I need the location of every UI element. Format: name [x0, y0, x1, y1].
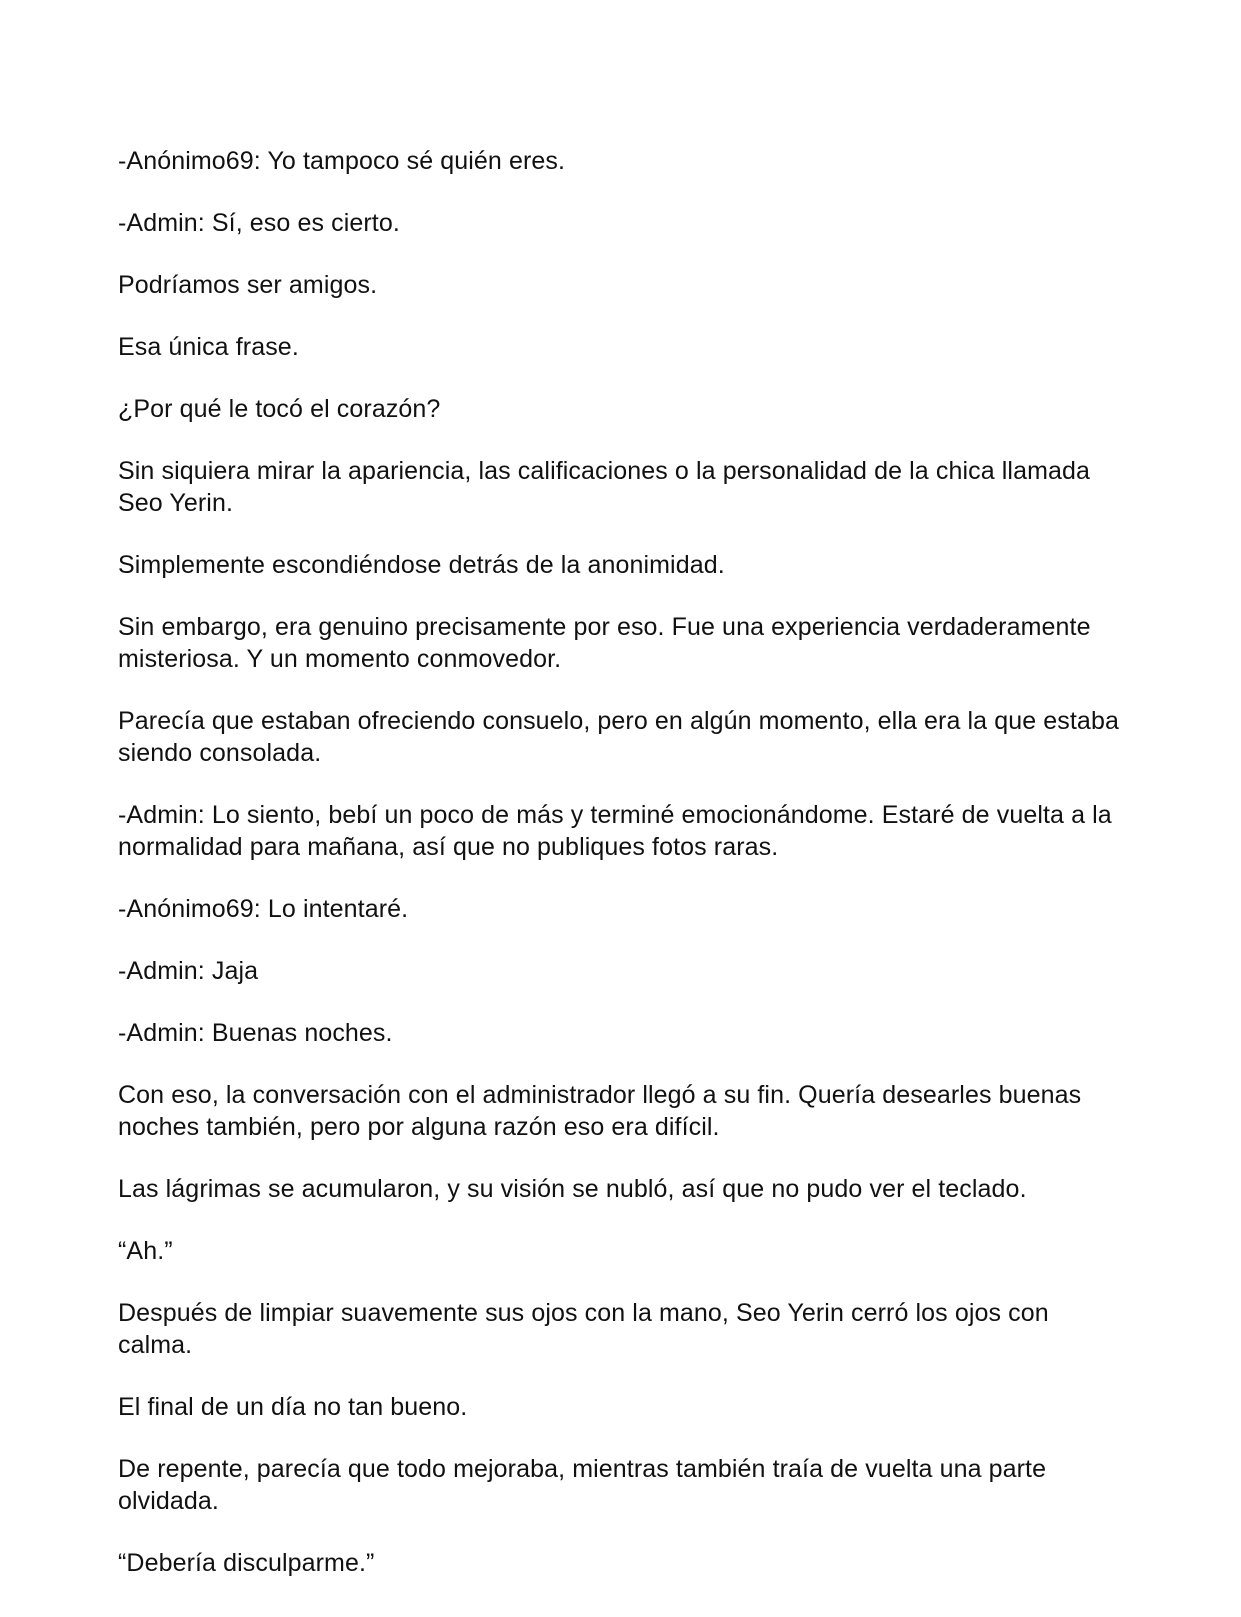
paragraph: ¿Por qué le tocó el corazón?	[118, 395, 441, 423]
paragraph: Sin embargo, era genuino precisamente por eso. Fue una experiencia verdaderamente misteriosa. Y un momento conmovedor.	[118, 613, 1091, 673]
paragraph: -Anónimo69: Lo intentaré.	[118, 895, 409, 923]
paragraph: Parecía que estaban ofreciendo consuelo, pero en algún momento, ella era la que estaba siendo consolada.	[118, 707, 1119, 767]
paragraph: Las lágrimas se acumularon, y su visión se nubló, así que no pudo ver el teclado.	[118, 1175, 1027, 1203]
paragraph: Después de limpiar suavemente sus ojos con la mano, Seo Yerin cerró los ojos con calma.	[118, 1299, 1049, 1359]
paragraph: Esa única frase.	[118, 333, 299, 361]
paragraph: -Anónimo69: Yo tampoco sé quién eres.	[118, 147, 566, 175]
body-text	[118, 145, 1128, 1609]
paragraph: -Admin: Jaja	[118, 957, 259, 985]
paragraph: -Admin: Buenas noches.	[118, 1019, 393, 1047]
paragraph: “Ah.”	[118, 1237, 173, 1265]
paragraph: Simplemente escondiéndose detrás de la anonimidad.	[118, 551, 725, 579]
paragraph: El final de un día no tan bueno.	[118, 1393, 468, 1421]
paragraph: -Admin: Lo siento, bebí un poco de más y terminé emocionándome. Estaré de vuelta a la normalidad para mañana, así que no publiques fotos raras.	[118, 801, 1112, 861]
paragraph: Con eso, la conversación con el administrador llegó a su fin. Quería desearles buenas noches también, pero por alguna razón eso era difícil.	[118, 1081, 1082, 1141]
paragraph: “Debería disculparme.”	[118, 1549, 375, 1577]
paragraph: De repente, parecía que todo mejoraba, mientras también traía de vuelta una parte olvidada.	[118, 1455, 1047, 1515]
paragraph: Podríamos ser amigos.	[118, 271, 378, 299]
paragraph: Sin siquiera mirar la apariencia, las calificaciones o la personalidad de la chica llamada Seo Yerin.	[118, 457, 1091, 517]
paragraph: -Admin: Sí, eso es cierto.	[118, 209, 400, 237]
